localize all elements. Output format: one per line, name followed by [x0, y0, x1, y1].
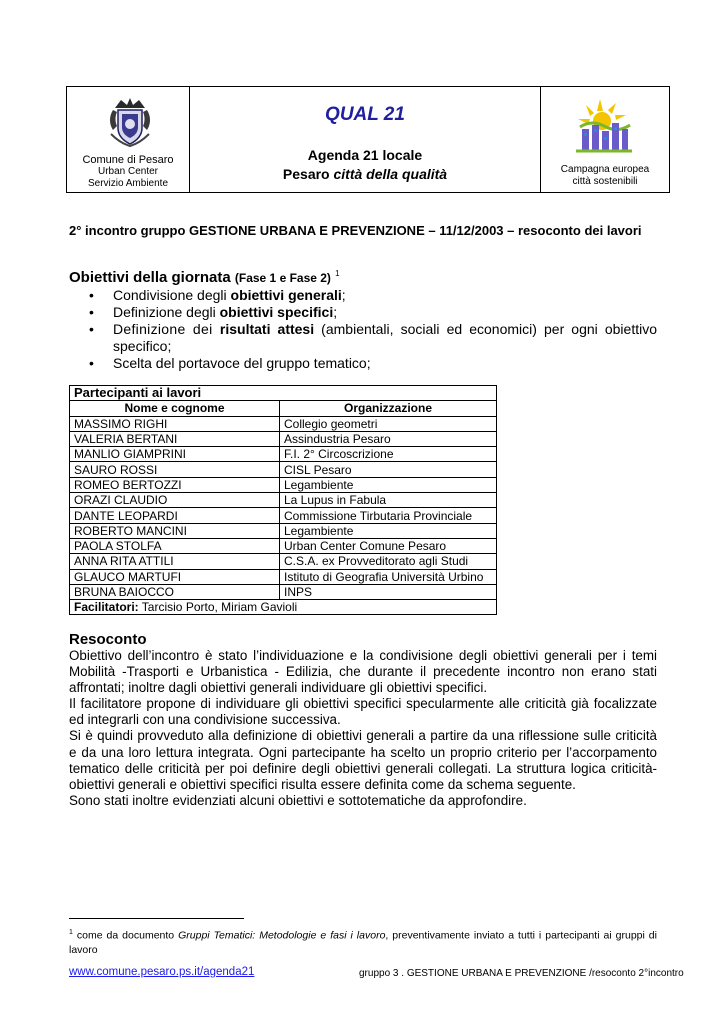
participant-name: MANLIO GIAMPRINI — [70, 447, 280, 462]
service-label: Servizio Ambiente — [87, 178, 169, 189]
paragraph: Obiettivo dell’incontro è stato l’individuazione e la condivisione degli obiettivi generali per i temi Mobilità -Trasporti e Urbanistica - Edilizia, che durante il precedente incontro non erano stati affrontati; inoltre dagli obiettivi generali individuare gli obiettivi specifici. — [69, 648, 657, 696]
participant-name: ORAZI CLAUDIO — [70, 493, 280, 508]
participant-organization: La Lupus in Fabula — [280, 493, 497, 508]
column-header-organization: Organizzazione — [280, 401, 497, 416]
facilitators-cell — [70, 600, 497, 615]
pesaro-quality-label — [190, 165, 540, 184]
participant-name: MASSIMO RIGHI — [70, 416, 280, 431]
footer-website-link[interactable]: www.comune.pesaro.ps.it/agenda21 — [69, 966, 255, 978]
participant-organization: CISL Pesaro — [280, 462, 497, 477]
paragraph: Il facilitatore propone di individuare gli obiettivi specifici specularmente alle criticità già focalizzate ed integrarli con una condivisione successiva. — [69, 696, 657, 728]
participant-organization: Collegio geometri — [280, 416, 497, 431]
objectives-title: Obiettivi della giornata — [69, 269, 231, 286]
list-item — [89, 321, 657, 355]
footnote-document-title: Gruppi Tematici: Metodologie e fasi i lavoro — [178, 929, 386, 942]
resoconto-heading: Resoconto — [69, 631, 147, 648]
participant-name: DANTE LEOPARDI — [70, 508, 280, 523]
sustainable-cities-label: città sostenibili — [572, 176, 638, 187]
participant-organization: INPS — [280, 584, 497, 599]
participant-organization: C.S.A. ex Provveditorato agli Studi — [280, 554, 497, 569]
participant-name: ROBERTO MANCINI — [70, 523, 280, 538]
participants-table — [69, 385, 497, 615]
item-text: Scelta del portavoce del gruppo tematico; — [113, 355, 371, 371]
item-bold-text: obiettivi generali — [230, 287, 342, 303]
list-item — [89, 287, 657, 304]
table-row — [70, 538, 497, 553]
item-bold-text: risultati attesi — [219, 321, 315, 337]
table-row — [70, 477, 497, 492]
paragraph: Si è quindi provveduto alla definizione di obiettivi generali a partire da una riflessione sulle criticità e da una loro lettura integrata. Ogni partecipante ha scelto un proprio criterio per l’accorpamento tematico delle criticità per poi definire degli obiettivi generali collegati. La struttura logica criticità-obiettivi generali e obiettivi specifici risulta essere definita come da schema seguente. — [69, 728, 657, 792]
participant-organization: Legambiente — [280, 523, 497, 538]
footnote — [69, 926, 657, 957]
header-left-cell — [67, 87, 190, 192]
participant-organization: Istituto di Geografia Università Urbino — [280, 569, 497, 584]
header-right-text — [541, 164, 669, 188]
participant-organization: Assindustria Pesaro — [280, 431, 497, 446]
document-title: QUAL 21 — [325, 104, 405, 125]
footnote-text-end: , preventivamente inviato a tutti i partecipanti ai gruppi di lavoro — [69, 929, 657, 956]
item-text: Condivisione degli — [113, 287, 231, 303]
header-box — [66, 86, 670, 193]
participant-name: SAURO ROSSI — [70, 462, 280, 477]
table-title-row — [70, 386, 497, 401]
agenda-label: Agenda 21 locale — [307, 147, 423, 163]
table-row — [70, 447, 497, 462]
participants-title: Partecipanti ai lavori — [70, 386, 497, 401]
sustainable-cities-logo-icon — [572, 97, 636, 155]
municipality-name: Comune di Pesaro — [82, 154, 174, 166]
header-subtitle — [190, 146, 540, 184]
table-row — [70, 569, 497, 584]
resoconto-body — [69, 648, 657, 809]
table-row — [70, 416, 497, 431]
participant-name: ANNA RITA ATTILI — [70, 554, 280, 569]
table-row — [70, 431, 497, 446]
table-header-row — [70, 401, 497, 416]
table-row — [70, 462, 497, 477]
facilitators-label: Facilitatori: — [74, 600, 139, 615]
european-campaign-label: Campagna europea — [560, 164, 650, 175]
participant-name: PAOLA STOLFA — [70, 538, 280, 553]
paragraph: Sono stati inoltre evidenziati alcuni obiettivi e sottotematiche da approfondire. — [69, 792, 527, 808]
participant-name: VALERIA BERTANI — [70, 431, 280, 446]
quality-city-label: città della qualità — [333, 166, 448, 182]
table-row — [70, 584, 497, 599]
objectives-list — [89, 287, 657, 372]
participant-name: GLAUCO MARTUFI — [70, 569, 280, 584]
item-text-end: ; — [341, 287, 346, 303]
item-text: Definizione dei — [113, 321, 220, 337]
item-bold-text: obiettivi specifici — [219, 304, 334, 320]
item-text: Definizione degli — [113, 304, 220, 320]
table-row — [70, 523, 497, 538]
footnote-reference[interactable]: 1 — [335, 269, 340, 278]
header-middle-cell — [190, 87, 541, 192]
participant-name: ROMEO BERTOZZI — [70, 477, 280, 492]
pesaro-crest-icon — [107, 96, 153, 148]
facilitators-names: Tarcisio Porto, Miriam Gavioli — [138, 600, 298, 615]
participant-organization: Legambiente — [280, 477, 497, 492]
header-right-cell — [541, 87, 669, 192]
facilitators-row — [70, 600, 497, 615]
footnote-divider — [69, 918, 244, 919]
objectives-phase: (Fase 1 e Fase 2) — [234, 271, 331, 285]
participant-organization: Commissione Tirbutaria Provinciale — [280, 508, 497, 523]
table-row — [70, 493, 497, 508]
item-text-end: (ambientali, sociali ed economici) per ogni obiettivo specifico; — [113, 321, 657, 354]
item-text-end: ; — [333, 304, 338, 320]
list-item — [89, 304, 657, 321]
urban-center-label: Urban Center — [97, 166, 159, 177]
participant-name: BRUNA BAIOCCO — [70, 584, 280, 599]
objectives-heading — [69, 269, 340, 286]
table-row — [70, 508, 497, 523]
column-header-name: Nome e cognome — [70, 401, 280, 416]
header-left-text — [67, 154, 189, 190]
participant-organization: Urban Center Comune Pesaro — [280, 538, 497, 553]
footer-document-label: gruppo 3 . GESTIONE URBANA E PREVENZIONE /resoconto 2°incontro — [359, 968, 684, 979]
participant-organization: F.I. 2° Circoscrizione — [280, 447, 497, 462]
table-row — [70, 554, 497, 569]
footnote-text: come da documento — [72, 929, 179, 942]
pesaro-label: Pesaro — [282, 166, 334, 182]
footnote-number: 1 — [69, 929, 73, 936]
list-item — [89, 355, 657, 372]
meeting-heading: 2° incontro gruppo GESTIONE URBANA E PREVENZIONE – 11/12/2003 – resoconto dei lavori — [69, 223, 642, 238]
